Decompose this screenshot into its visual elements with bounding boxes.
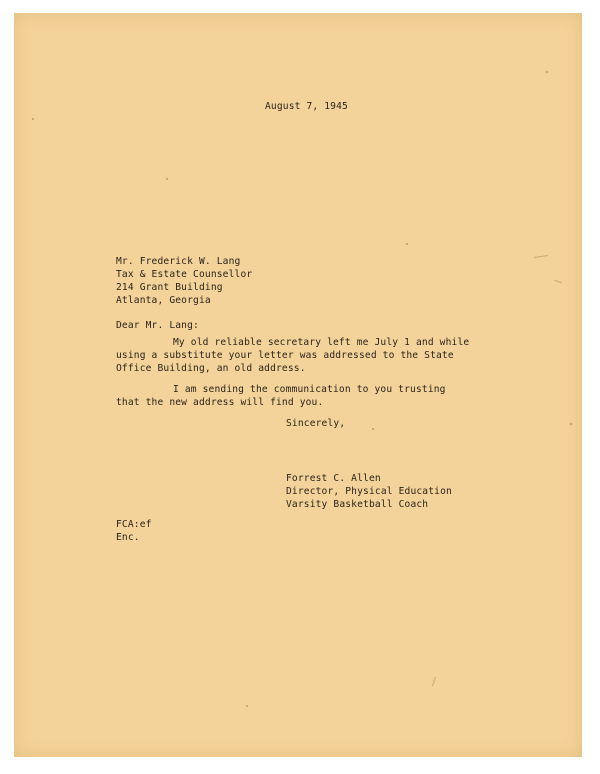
paper-speck — [166, 178, 168, 180]
letter-date: August 7, 1945 — [265, 101, 348, 112]
paper-fiber — [534, 255, 548, 258]
salutation: Dear Mr. Lang: — [116, 320, 199, 331]
recipient-street: 214 Grant Building — [116, 282, 223, 293]
body-line: My old reliable secretary left me July 1 and while — [173, 337, 470, 348]
reference-initials: FCA:ef — [116, 519, 152, 530]
paper-speck — [32, 118, 34, 120]
closing: Sincerely, — [286, 418, 346, 429]
signature-title: Director, Physical Education — [286, 486, 452, 497]
body-line: using a substitute your letter was addressed to the State — [116, 350, 454, 361]
signature-title: Varsity Basketball Coach — [286, 499, 429, 510]
recipient-title: Tax & Estate Counsellor — [116, 269, 253, 280]
body-line: I am sending the communication to you trusting — [173, 384, 446, 395]
body-line: that the new address will find you. — [116, 397, 324, 408]
recipient-city: Atlanta, Georgia — [116, 295, 211, 306]
paper-speck — [546, 71, 548, 73]
body-line: Office Building, an old address. — [116, 363, 306, 374]
paper-speck — [372, 428, 374, 430]
paper-speck — [406, 243, 408, 245]
signature-name: Forrest C. Allen — [286, 473, 381, 484]
paper-speck — [246, 705, 248, 707]
recipient-name: Mr. Frederick W. Lang — [116, 256, 241, 267]
enclosure-note: Enc. — [116, 532, 140, 543]
letter-paper — [14, 13, 582, 757]
paper-speck — [570, 423, 572, 425]
paper-fiber — [432, 677, 436, 687]
paper-fiber — [554, 280, 562, 284]
